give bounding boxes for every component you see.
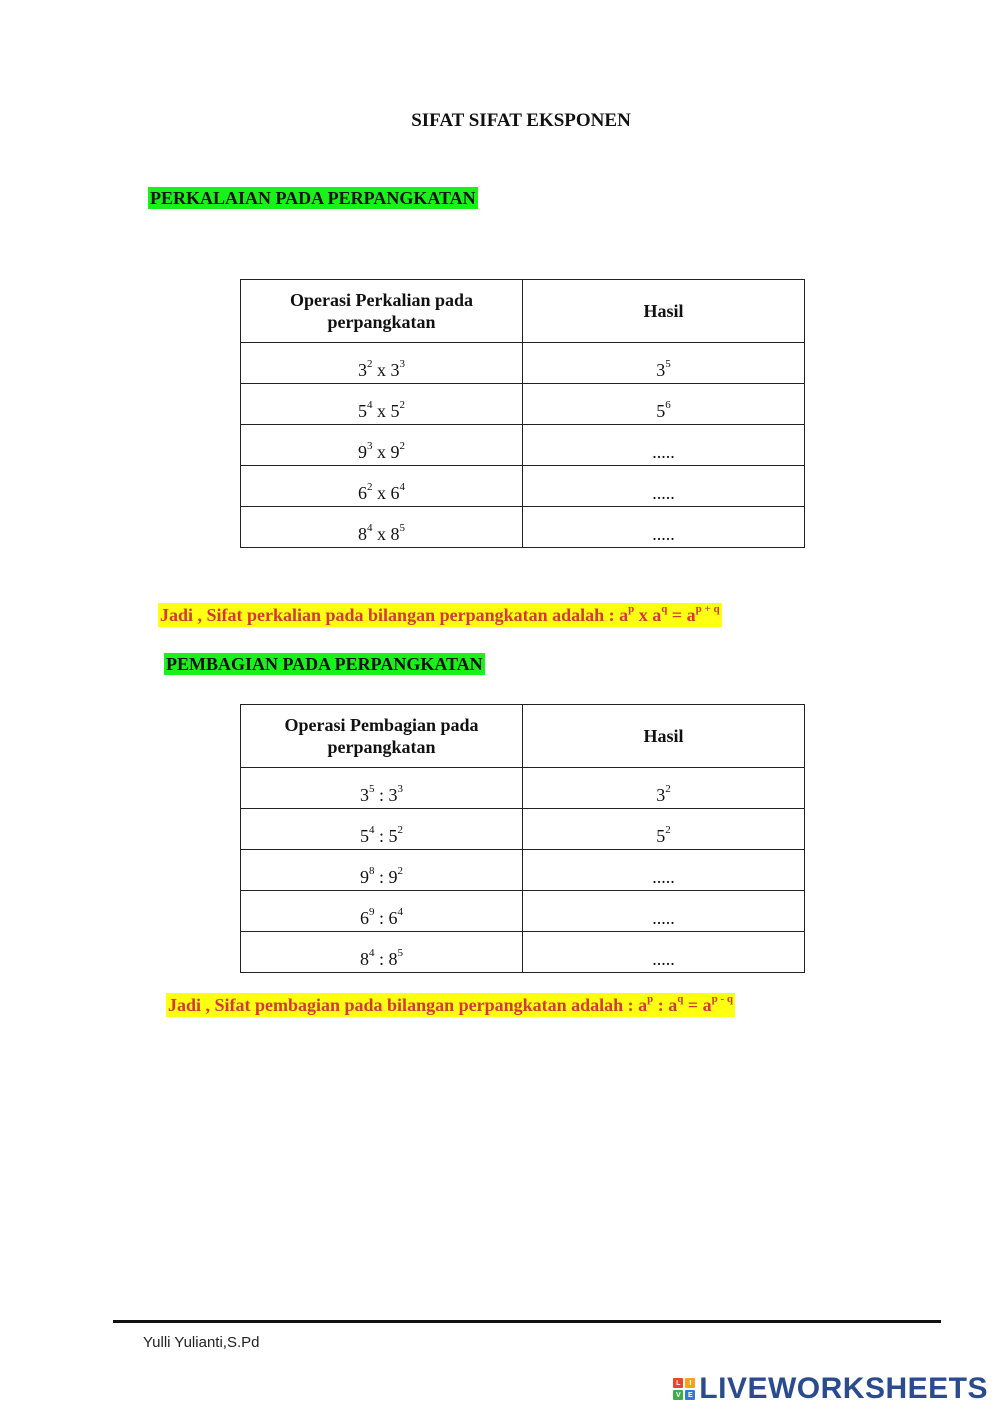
section-heading-division: PEMBAGIAN PADA PERPANGKATAN	[166, 654, 483, 674]
result-blank[interactable]: .....	[652, 483, 675, 503]
result-blank[interactable]: .....	[652, 908, 675, 928]
result-cell[interactable]	[523, 850, 805, 891]
result-base: 3	[656, 360, 666, 380]
division-table-body	[241, 768, 805, 973]
result-cell[interactable]	[523, 507, 805, 548]
base-b: 5	[388, 826, 398, 846]
header-operation: Operasi Perkalian pada perpangkatan	[241, 280, 523, 343]
table-row	[241, 507, 805, 548]
operation-cell	[241, 891, 523, 932]
logo-tile: L	[673, 1378, 683, 1388]
base-b: 8	[388, 949, 398, 969]
base-b: 3	[390, 360, 400, 380]
result-blank[interactable]: .....	[652, 442, 675, 462]
exponent-p: p	[647, 993, 654, 1005]
exponent-p: 5	[368, 783, 375, 795]
table-header-row	[241, 705, 805, 768]
operator: x	[372, 483, 391, 503]
conclusion-text: Jadi , Sifat pembagian pada bilangan perpangkatan adalah : a	[168, 995, 648, 1015]
footer-divider	[113, 1320, 941, 1323]
operator: x	[372, 442, 391, 462]
base-b: 8	[390, 524, 400, 544]
exponent-q: 4	[397, 906, 403, 918]
conclusion-equals: = a	[683, 995, 712, 1015]
division-table	[240, 704, 805, 973]
brand-name: LIVEWORKSHEETS	[699, 1372, 988, 1405]
operation-cell	[241, 466, 523, 507]
exponent-q: 5	[397, 947, 403, 959]
operator: :	[374, 949, 389, 969]
table-row	[241, 891, 805, 932]
operation-cell	[241, 384, 523, 425]
brand-logo[interactable]	[673, 1372, 988, 1406]
result-cell	[523, 384, 805, 425]
exponent-p: 9	[368, 906, 375, 918]
table-row	[241, 850, 805, 891]
exponent-q: 3	[397, 783, 403, 795]
result-cell[interactable]	[523, 932, 805, 973]
table-row	[241, 466, 805, 507]
operator: :	[374, 785, 389, 805]
base-b: 6	[388, 908, 398, 928]
exponent-p: 3	[367, 440, 373, 452]
conclusion-division	[166, 993, 735, 1017]
base-a: 6	[359, 908, 369, 928]
base-b: 3	[388, 785, 398, 805]
result-exponent: 6	[665, 399, 671, 411]
exponent-p: 4	[368, 947, 375, 959]
exponent-p: p	[628, 603, 635, 615]
exponent-q: 2	[399, 399, 405, 411]
table-row	[241, 809, 805, 850]
table-row	[241, 384, 805, 425]
result-cell[interactable]	[523, 891, 805, 932]
exponent-q: 3	[399, 358, 405, 370]
operator: :	[374, 867, 389, 887]
base-a: 3	[359, 785, 369, 805]
base-a: 9	[358, 442, 367, 462]
multiplication-table	[240, 279, 805, 548]
exponent-q: q	[661, 603, 668, 615]
result-exponent: 2	[665, 824, 671, 836]
table-row	[241, 932, 805, 973]
logo-tile: I	[685, 1378, 695, 1388]
exponent-q: 4	[399, 481, 405, 493]
result-base: 3	[656, 785, 666, 805]
exponent-q: 5	[399, 522, 405, 534]
base-a: 6	[358, 483, 367, 503]
exponent-p: 8	[368, 865, 375, 877]
operator: x	[372, 360, 391, 380]
operation-cell	[241, 809, 523, 850]
header-result: Hasil	[523, 280, 805, 343]
result-exponent: 2	[665, 783, 671, 795]
table-row	[241, 425, 805, 466]
exponent-p: 2	[367, 481, 373, 493]
operator: :	[374, 826, 389, 846]
operation-cell	[241, 932, 523, 973]
exponent-q: 2	[397, 865, 403, 877]
result-cell	[523, 809, 805, 850]
section-heading-multiplication: PERKALAIAN PADA PERPANGKATAN	[150, 188, 476, 208]
conclusion-equals: = a	[667, 605, 696, 625]
exponent-p: 2	[367, 358, 373, 370]
result-base: 5	[656, 826, 666, 846]
result-blank[interactable]: .....	[652, 524, 675, 544]
table-row	[241, 343, 805, 384]
conclusion-multiplication	[158, 603, 722, 627]
result-cell[interactable]	[523, 425, 805, 466]
result-cell	[523, 343, 805, 384]
result-cell	[523, 768, 805, 809]
base-a: 5	[359, 826, 369, 846]
result-cell[interactable]	[523, 466, 805, 507]
operator: x	[372, 401, 391, 421]
base-a: 9	[359, 867, 369, 887]
liveworksheets-logo-icon	[673, 1378, 695, 1400]
base-a: 8	[358, 524, 367, 544]
exponent-result: p + q	[695, 603, 720, 615]
base-a: 3	[358, 360, 367, 380]
base-b: 6	[390, 483, 400, 503]
conclusion-mid: : a	[653, 995, 678, 1015]
page-title: SIFAT SIFAT EKSPONEN	[411, 110, 631, 131]
author-name: Yulli Yulianti,S.Pd	[143, 1334, 260, 1351]
result-base: 5	[656, 401, 666, 421]
header-result: Hasil	[523, 705, 805, 768]
base-b: 9	[388, 867, 398, 887]
result-blank[interactable]: .....	[652, 949, 675, 969]
operation-cell	[241, 425, 523, 466]
table-header-row	[241, 280, 805, 343]
operation-cell	[241, 343, 523, 384]
base-b: 5	[390, 401, 400, 421]
multiplication-table-body	[241, 343, 805, 548]
result-blank[interactable]: .....	[652, 867, 675, 887]
exponent-p: 4	[368, 824, 375, 836]
header-operation: Operasi Pembagian pada perpangkatan	[241, 705, 523, 768]
logo-tile: E	[685, 1390, 695, 1400]
conclusion-mid: x a	[634, 605, 662, 625]
base-b: 9	[390, 442, 400, 462]
operation-cell	[241, 768, 523, 809]
exponent-result: p - q	[711, 993, 734, 1005]
operator: :	[374, 908, 389, 928]
operator: x	[372, 524, 391, 544]
operation-cell	[241, 850, 523, 891]
result-exponent: 5	[665, 358, 671, 370]
conclusion-text: Jadi , Sifat perkalian pada bilangan perpangkatan adalah : a	[160, 605, 629, 625]
exponent-p: 4	[367, 399, 373, 411]
base-a: 5	[358, 401, 367, 421]
exponent-p: 4	[367, 522, 373, 534]
operation-cell	[241, 507, 523, 548]
exponent-q: 2	[397, 824, 403, 836]
exponent-q: 2	[399, 440, 405, 452]
base-a: 8	[359, 949, 369, 969]
logo-tile: V	[673, 1390, 683, 1400]
exponent-q: q	[677, 993, 684, 1005]
table-row	[241, 768, 805, 809]
